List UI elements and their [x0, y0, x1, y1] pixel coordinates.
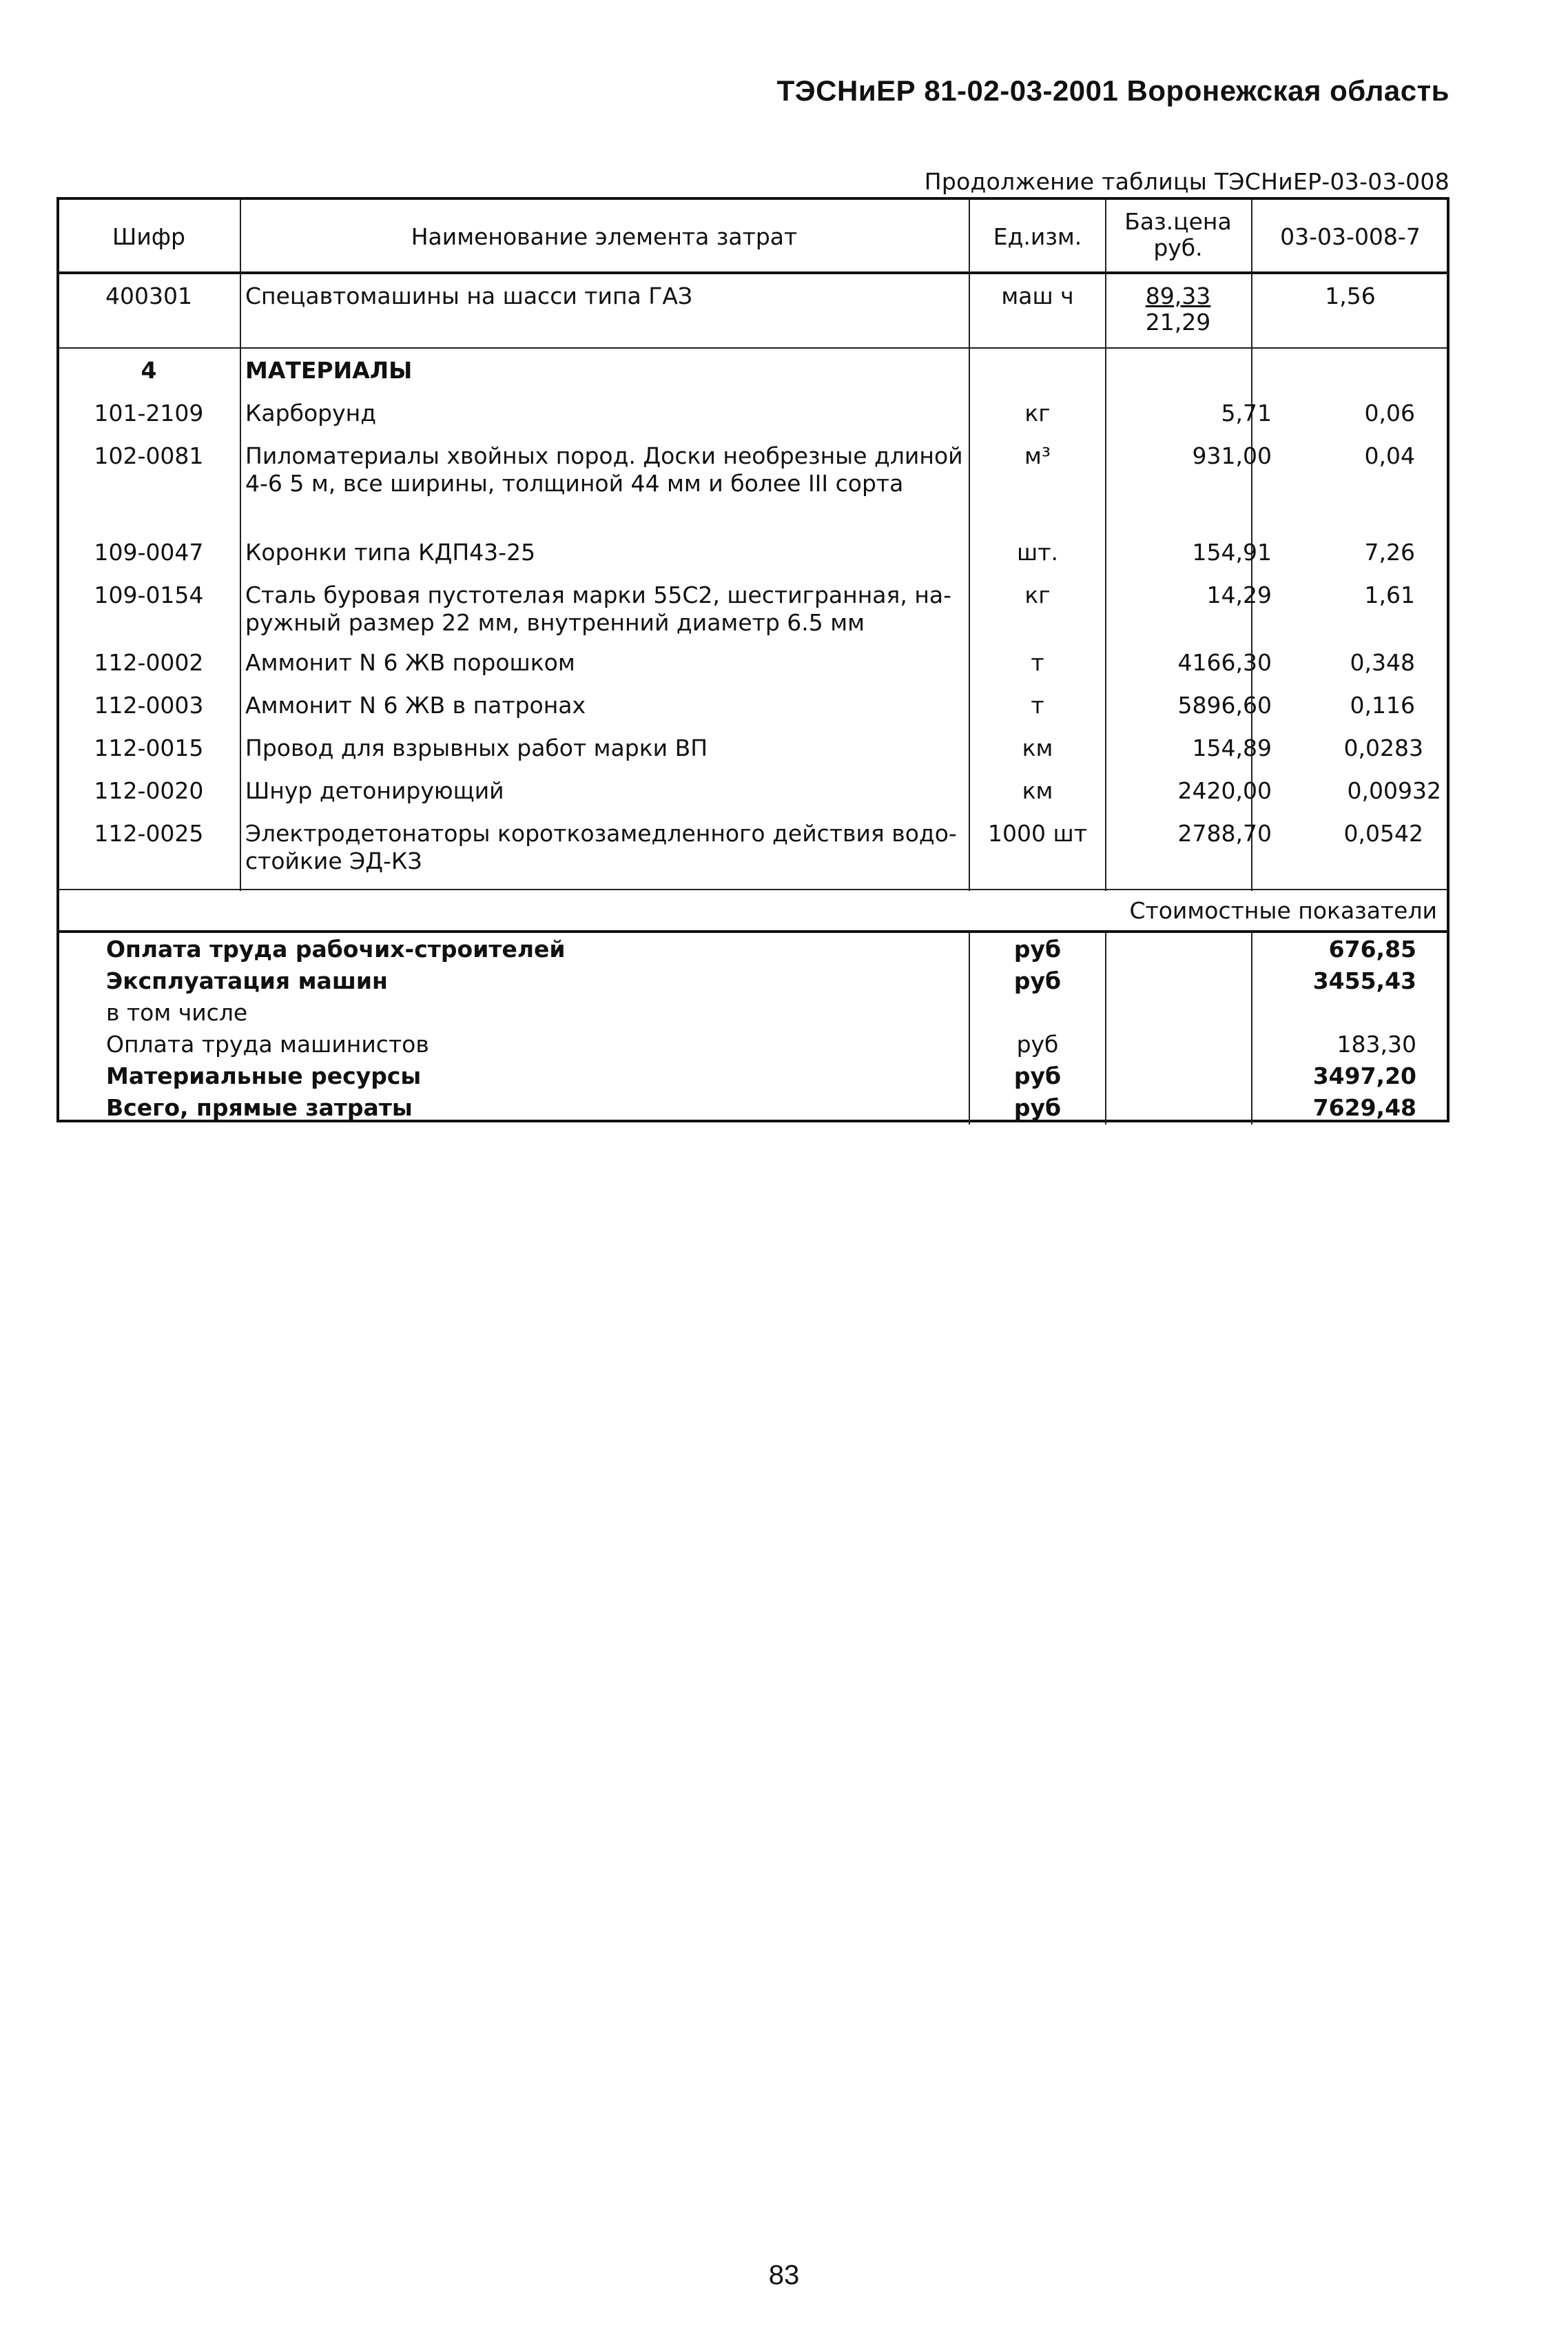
row-code: 109-0154	[94, 582, 204, 608]
row-code: 102-0081	[94, 442, 204, 469]
row-code: 101-2109	[94, 400, 204, 427]
row-unit: км	[1022, 735, 1053, 761]
row-norm: 0,06	[1364, 400, 1415, 427]
col-divider	[1251, 932, 1252, 1124]
row-price: 2788,70	[1177, 820, 1272, 847]
row-rule	[59, 347, 1447, 349]
row-price: 5,71	[1221, 400, 1272, 427]
row-name-line2: 4-6 5 м, все ширины, толщиной 44 мм и более III сорта	[245, 470, 904, 497]
summary-label: в том числе	[106, 999, 248, 1026]
row-norm: 7,26	[1364, 539, 1415, 566]
row-price: 931,00	[1192, 442, 1272, 469]
row-norm: 0,04	[1364, 442, 1415, 469]
row-name-line2: стойкие ЭД-КЗ	[245, 848, 422, 874]
header-norm: 03-03-008-7	[1280, 223, 1421, 250]
row-unit: 1000 шт	[988, 820, 1087, 847]
row-norm: 1,61	[1364, 582, 1415, 608]
header-price-line2: руб.	[1153, 234, 1203, 261]
row-name-line1: Сталь буровая пустотелая марки 55С2, шестигранная, на-	[245, 582, 952, 608]
table-caption: Продолжение таблицы ТЭСНиЕР-03-03-008	[924, 168, 1450, 195]
row-unit: т	[1031, 649, 1044, 676]
row-price: 154,91	[1192, 539, 1272, 566]
section-name: МАТЕРИАЛЫ	[245, 357, 413, 384]
row-norm: 0,116	[1350, 692, 1415, 719]
row-price: 14,29	[1206, 582, 1272, 608]
cost-header: Стоимостные показатели	[1129, 897, 1437, 924]
machine-unit: маш ч	[1001, 283, 1074, 309]
header-price-line1: Баз.цена	[1124, 208, 1232, 235]
header-name: Наименование элемента затрат	[411, 223, 798, 250]
row-rule	[59, 889, 1447, 890]
row-code: 112-0003	[94, 692, 204, 719]
row-price: 4166,30	[1177, 649, 1272, 676]
summary-label: Оплата труда машинистов	[106, 1031, 429, 1058]
row-unit: т	[1031, 692, 1044, 719]
row-norm: 0,0542	[1343, 820, 1423, 847]
col-divider	[240, 200, 241, 891]
row-price: 2420,00	[1177, 777, 1272, 804]
summary-rule	[59, 930, 1447, 933]
summary-label: Материальные ресурсы	[106, 1062, 422, 1089]
row-norm: 0,348	[1350, 649, 1415, 676]
row-code: 112-0020	[94, 777, 204, 804]
cost-table	[56, 197, 1450, 1122]
header-code: Шифр	[112, 223, 185, 250]
row-unit: шт.	[1017, 539, 1058, 566]
summary-value: 183,30	[1337, 1031, 1416, 1058]
row-code: 112-0015	[94, 735, 204, 761]
row-unit: км	[1022, 777, 1053, 804]
summary-unit: руб	[1013, 1094, 1062, 1121]
document-title: ТЭСНиЕР 81-02-03-2001 Воронежская область	[776, 74, 1450, 107]
row-norm: 0,00932	[1347, 777, 1441, 804]
row-unit: кг	[1024, 400, 1051, 427]
row-code: 112-0025	[94, 820, 204, 847]
machine-price-sub: 21,29	[1145, 309, 1211, 336]
row-price: 5896,60	[1177, 692, 1272, 719]
machine-code: 400301	[105, 283, 192, 309]
summary-unit: руб	[1013, 936, 1062, 963]
summary-value: 3455,43	[1312, 967, 1416, 994]
row-name: Аммонит N 6 ЖВ в патронах	[245, 692, 586, 719]
summary-value: 676,85	[1328, 936, 1416, 963]
machine-name: Спецавтомашины на шасси типа ГАЗ	[245, 283, 693, 309]
summary-unit: руб	[1013, 967, 1062, 994]
summary-label: Оплата труда рабочих-строителей	[106, 936, 566, 963]
row-code: 112-0002	[94, 649, 204, 676]
row-name: Провод для взрывных работ марки ВП	[245, 735, 708, 761]
header-rule	[59, 271, 1447, 274]
row-name-line1: Пиломатериалы хвойных пород. Доски необрезные длиной	[245, 442, 963, 469]
row-name-line1: Электродетонаторы короткозамедленного действия водо-	[245, 820, 957, 847]
page-number: 83	[768, 2260, 800, 2290]
summary-unit: руб	[1013, 1062, 1062, 1089]
row-name: Шнур детонирующий	[245, 777, 504, 804]
row-norm: 0,0283	[1343, 735, 1423, 761]
summary-value: 7629,48	[1312, 1094, 1416, 1121]
row-name: Карборунд	[245, 400, 377, 427]
row-code: 109-0047	[94, 539, 204, 566]
summary-label: Эксплуатация машин	[106, 967, 388, 994]
row-price: 154,89	[1192, 735, 1272, 761]
row-unit: м³	[1024, 442, 1051, 469]
machine-price: 89,33	[1145, 283, 1211, 309]
row-unit: кг	[1024, 582, 1051, 608]
section-code: 4	[141, 357, 157, 384]
row-name: Коронки типа КДП43-25	[245, 539, 536, 566]
machine-norm: 1,56	[1325, 283, 1376, 309]
header-unit: Ед.изм.	[993, 223, 1082, 250]
row-name: Аммонит N 6 ЖВ порошком	[245, 649, 575, 676]
summary-label: Всего, прямые затраты	[106, 1094, 413, 1121]
summary-unit: руб	[1016, 1031, 1059, 1058]
row-name-line2: ружный размер 22 мм, внутренний диаметр 6.5 мм	[245, 609, 865, 636]
summary-value: 3497,20	[1312, 1062, 1416, 1089]
